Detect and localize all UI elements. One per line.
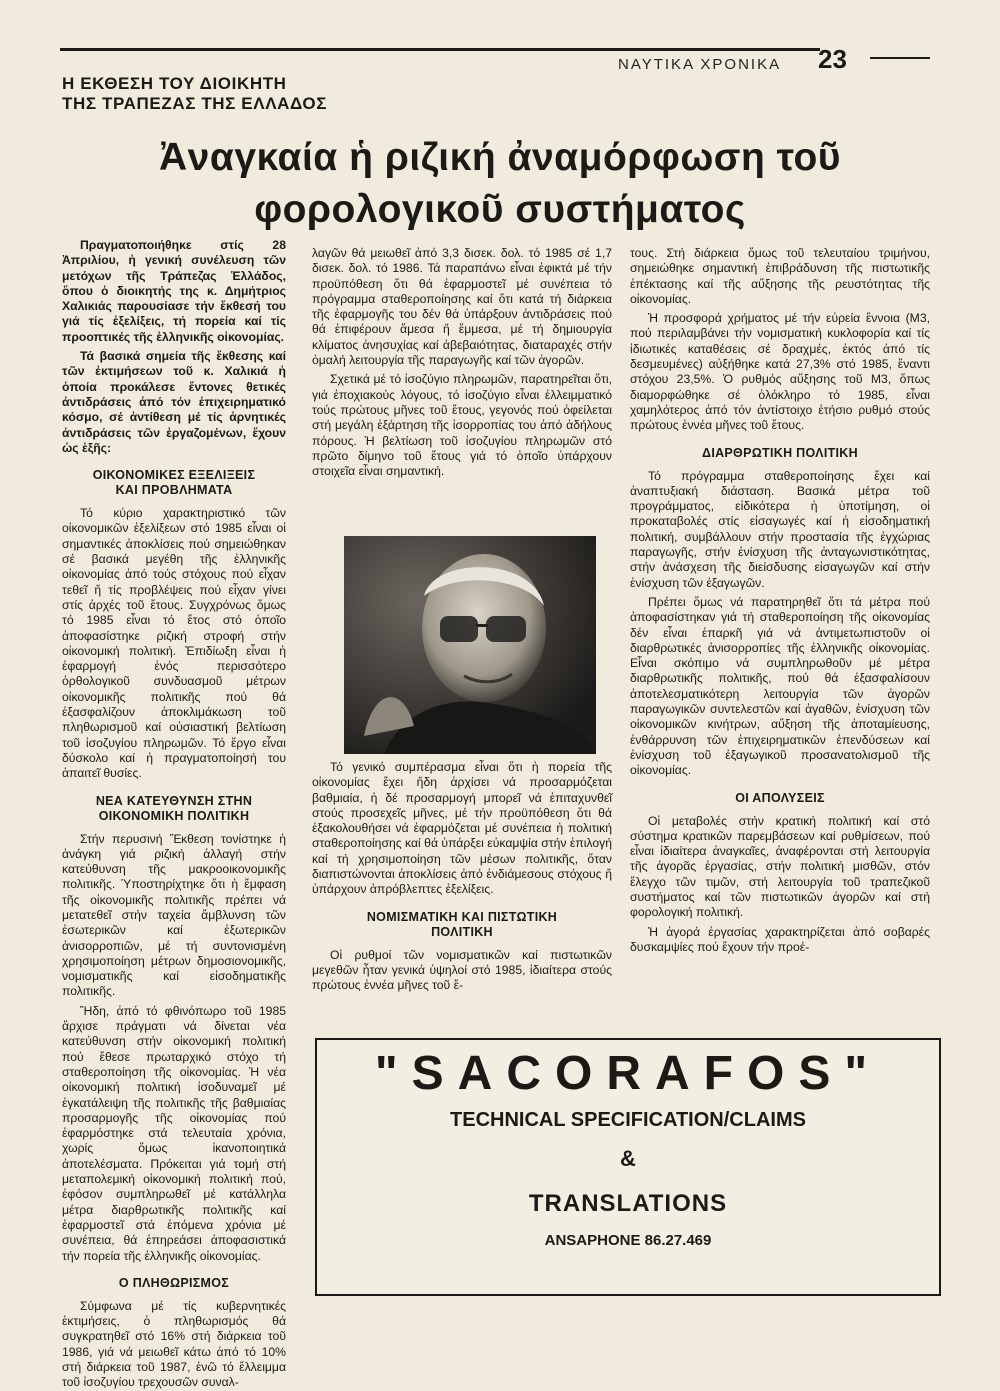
article-column-2-top <box>312 246 612 536</box>
page-number: 23 <box>818 44 847 74</box>
header-rule <box>60 48 820 51</box>
body-paragraph: Πρέπει ὅμως νά παρατηρηθεῖ ὅτι τά μέτρα πού ἀποφασίστηκαν γιά τή σταθεροποίηση τῆς οἰκονομίας δέν εἶναι ἐπαρκῆ γιά νά ἀντιμετωπιστοῦν οἱ διαρθρωτικές ἀνισορροπίες τῆς ἑλληνικῆς οἰκονομίας. Εἶναι σκόπιμο νά συμπληρωθοῦν μέ μέτρα διαρθρωτικῆς πολιτικῆς, πού θά ἐξασφαλίσουν ἀποτελεσματικότερη λειτουργία τῶν ἀγορῶν παραγωγικῶν συντελεστῶν καί ἀγαθῶν, ἐνίσχυση τῶν οἰκονομικῶν κινήτρων, αὔξηση τῆς ἀποταμίευσης, ἐνθάρρυνση τῶν ἐπιχειρηματικῶν ἐπενδύσεων καί ἐνίσχυση τοῦ ἐξαγωγικοῦ προσανατολισμοῦ τῆς οἰκονομίας. <box>630 594 930 778</box>
body-paragraph: Οἱ μεταβολές στήν κρατική πολιτική καί στό σύστημα κρατικῶν παρεμβάσεων καί ρυθμίσεων, πού εἶναι ἰδιαίτερα ἀναγκαῖες, ἀναφέρονται στή λειτουργία τῆς ἀγορᾶς ἐργασίας, στήν πολιτική μισθῶν, στόν ἔλεγχο τῶν τιμῶν, στή λειτουργία τοῦ τραπεζικοῦ συστήματος καί τῶν πιστωτικῶν ἀγορῶν καί στή φορολογική πολιτική. <box>630 813 930 920</box>
body-paragraph: Τό κύριο χαρακτηριστικό τῶν οἰκονομικῶν ἐξελίξεων στό 1985 εἶναι οἱ σημαντικές ἀποκλίσεις πού σημειώθηκαν σέ βασικά μεγέθη τῆς ἑλληνικῆς οἰκονομίας ἀπό τούς στόχους πού εἶχαν τεθεῖ ἤ τίς προβλέψεις πού εἶχαν γίνει στίς ἀρχές τοῦ ἔτους. Συγχρόνως ὅμως τό 1985 εἶναι τό ἔτος στό ὁποῖο ἀποφασίστηκε ριζική στροφή στήν οἰκονομική πολιτική. Ἐπιδίωξη εἶναι ἡ ἐφαρμογή ἑνός περισσότερο ὀρθολογικοῦ συνδυασμοῦ μέτρων οἰκονομικῆς πολιτικῆς πού θά ἐξασφαλίζουν ἀποκλιμάκωση τοῦ πληθωρισμοῦ καί οὐσιαστική βελτίωση τοῦ ἰσοζυγίου πληρωμῶν. Τό ἔργο εἶναι δύσκολο καί ἡ πραγματοποίησή του ἀπαιτεῖ θυσίες. <box>62 506 286 781</box>
body-paragraph: Ἡ ἀγορά ἐργασίας χαρακτηρίζεται ἀπό σοβαρές δυσκαμψίες πού ἔχουν τήν προέ- <box>630 924 930 954</box>
body-paragraph: τους. Στή διάρκεια ὅμως τοῦ τελευταίου τριμήνου, σημειώθηκε σημαντική ἐπιβράδυνση τῆς πιστωτικῆς ἐπέκτασης καί τῆς αὔξησης τῆς ρευστότητας τῆς οἰκονομίας. <box>630 246 930 306</box>
section-heading-inflation: Ο ΠΛΗΘΩΡΙΣΜΟΣ <box>118 1275 230 1290</box>
section-heading-layoffs: ΟΙ ΑΠΟΛΥΣΕΙΣ <box>735 790 825 805</box>
body-paragraph: Ἡ προσφορά χρήματος μέ τήν εὐρεία ἔννοια (Μ3, πού περιλαμβάνει τήν νομισματική κυκλοφορία καί τίς ἰδιωτικές καταθέσεις σέ δραχμές, ἐκτός ἀπό τίς δεσμευμένες) αὐξήθηκε κατά 27,3% στό 1985, ἔναντι στόχου 23,5%. Ὁ ρυθμός αὔξησης τοῦ Μ3, ὅπως διαμορφώθηκε σέ ὁλόκληρο τό 1985, εἶναι χαμηλότερος ἀπό τόν ἀντίστοιχο ἐτήσιο ρυθμό στούς πρώτους ἐννέα μῆνες τοῦ ἔτους. <box>630 311 930 433</box>
portrait-photo <box>344 536 596 754</box>
heading-line: ΝΕΑ ΚΑΤΕΥΘΥΝΣΗ ΣΤΗΝ <box>95 793 253 808</box>
body-paragraph: Στήν περυσινή Ἔκθεση τονίστηκε ἡ ἀνάγκη γιά ριζική ἀλλαγή στήν κατεύθυνση τῆς μακροοικονομικῆς πολιτικῆς. Ὑποστηρίχτηκε ὅτι ἡ ἔμφαση τῆς οἰκονομικῆς πολιτικῆς πρέπει νά μετατεθεῖ στήν ταχεία ἄμβλυνση τῶν ἐσωτερικῶν καί ἐξωτερικῶν ἀνισορροπιῶν, μέ τή συντονισμένη χρησιμοποίηση μέτρων δημοσιονομικῆς, νομισματικῆς καί εἰσοδηματικῆς πολιτικῆς. <box>62 831 286 999</box>
portrait-illustration <box>344 536 596 754</box>
article-column-1 <box>62 238 286 1390</box>
lead-paragraph-2: Τά βασικά σημεία τῆς ἔκθεσης καί τῶν ἐκτιμήσεων τοῦ κ. Χαλικιά ἡ ὁποία προκάλεσε ἔντονες θετικές ἀντιδράσεις ἀπό τόν ἐπιχειρηματικό κόσμο, σέ ἀντίθεση μέ τίς ἀρνητικές ἀντιδράσεις τῶν ἐργαζομένων, ἔχουν ὡς ἑξῆς: <box>62 349 286 455</box>
heading-line: ΟΙΚΟΝΟΜΙΚΗ ΠΟΛΙΤΙΚΗ <box>98 808 250 823</box>
body-paragraph: Ἤδη, ἀπό τό φθινόπωρο τοῦ 1985 ἄρχισε πράγματι νά δίνεται νέα κατεύθυνση στήν οἰκονομική πολιτική πού ἔθεσε πρωταρχικό στόχο τή σταθεροποίηση τῆς οἰκονομίας. Ἡ νέα οἰκονομική πολιτική ἰσοδυναμεῖ μέ ἐγκατάλειψη τῆς πολιτικῆς τῆς βαθμιαίας προσαρμογῆς τῆς οἰκονομίας πού ἐφαρμόστηκε στά τελευταία χρόνια, χωρίς ὅμως ἱκανοποιητικά ἀποτελέσματα. Πρόκειται γιά τομή στή μεταπολεμική οἰκονομική πολιτική πού, ἐφόσον συμπληρωθεῖ μέ κατάλληλα μέτρα διαρθρωτικῆς πολιτικῆς καί ἐφαρμοστεῖ στά ἑπόμενα χρόνια μέ συνέπεια, θά ἐπηρεάσει ἀποφασιστικά τήν πορεία τῆς ἑλληνικῆς οἰκονομίας. <box>62 1003 286 1263</box>
kicker-line-2: ΤΗΣ ΤΡΑΠΕΖΑΣ ΤΗΣ ΕΛΛΑΔΟΣ <box>62 94 327 113</box>
article-kicker <box>62 74 327 114</box>
heading-line: ΠΟΛΙΤΙΚΗ <box>431 924 493 939</box>
article-headline <box>60 132 940 236</box>
section-heading-new-direction <box>62 794 286 824</box>
heading-line: ΟΙΚΟΝΟΜΙΚΕΣ ΕΞΕΛΙΞΕΙΣ <box>92 468 256 483</box>
kicker-line-1: Η ΕΚΘΕΣΗ ΤΟΥ ΔΙΟΙΚΗΤΗ <box>62 74 287 93</box>
ad-service-line-1: TECHNICAL SPECIFICATION/CLAIMS <box>450 1109 806 1131</box>
section-heading-structural-policy: ΔΙΑΡΘΡΩΤΙΚΗ ΠΟΛΙΤΙΚΗ <box>702 445 858 460</box>
section-heading-economic-developments <box>62 468 286 498</box>
headline-line-1: Ἀναγκαία ἡ ριζική ἀναμόρφωση τοῦ <box>159 136 841 179</box>
heading-line: ΝΟΜΙΣΜΑΤΙΚΗ ΚΑΙ ΠΙΣΤΩΤΙΚΗ <box>366 909 558 924</box>
ad-ampersand: & <box>620 1146 636 1171</box>
headline-line-2: φορολογικοῦ συστήματος <box>254 188 746 231</box>
body-paragraph: Οἱ ρυθμοί τῶν νομισματικῶν καί πιστωτικῶν μεγεθῶν ἦταν γενικά ὑψηλοί στό 1985, ἰδιαίτερα στούς πρώτους ἐννέα μῆνες τοῦ ἔ- <box>312 947 612 993</box>
body-paragraph: λαγῶν θά μειωθεῖ ἀπό 3,3 δισεκ. δολ. τό 1985 σέ 1,7 δισεκ. δολ. τό 1986. Τά παραπάνω εἶναι ἐφικτά μέ τήν προϋπόθεση ὅτι θά ἐφαρμοστεῖ μέ συνέπεια τό πρόγραμμα σταθεροποίησης καί ὅτι κατά τή διάρκεια τῆς ἐφαρμογῆς του δέν θά ὑπάρξουν ἀντιδράσεις πού θά ἐπιφέρουν ἄμεσα ἤ ἔμμεσα, μέ τή δημιουργία κλίματος ἀνησυχίας καί ἀβεβαιότητας, διαταραχές στήν ὁμαλή λειτουργία τῆς παραγωγῆς καί τῶν ἀγορῶν. <box>312 246 612 368</box>
lead-paragraph-1: Πραγματοποιήθηκε στίς 28 Ἀπριλίου, ἡ γενική συνέλευση τῶν μετόχων τῆς Τράπεζας Ἑλλάδος, ὅπου ὁ διοικητής της κ. Δημήτριος Χαλικιάς παρουσίασε τήν ἔκθεσή του γιά τίς ἐξελίξεις, τή πορεία καί τίς προοπτικές τῆς ἑλληνικῆς οἰκονομίας. <box>62 238 286 344</box>
ad-brand: "SACORAFOS" <box>374 1047 882 1100</box>
body-paragraph: Σχετικά μέ τό ἰσοζύγιο πληρωμῶν, παρατηρεῖται ὅτι, γιά ἐποχιακούς λόγους, τό ἰσοζύγιο εἶναι ἐλλειμματικό τούς πρώτους μῆνες τοῦ ἔτους, γεγονός πού ὀφείλεται στή μεγάλη ἐξάρτηση τῆς ἰσορροπίας του ἀπό ἀδήλους πόρους. Ἡ βελτίωση τοῦ ἰσοζυγίου πληρωμῶν στό πρῶτο δίμηνο τοῦ ἔτους γιά τό ὁποῖο ὑπάρχουν στοιχεῖα εἶναι σημαντική. <box>312 372 612 479</box>
article-column-2-bottom <box>312 760 612 1035</box>
body-paragraph: Τό γενικό συμπέρασμα εἶναι ὅτι ἡ πορεία τῆς οἰκονομίας ἔχει ἤδη ἀρχίσει νά προσαρμόζεται βαθμιαία, ἡ δέ προσαρμογή μπορεῖ νά ἐπιταχυνθεῖ στούς προσεχεῖς μῆνες, μέ τήν προϋπόθεση ὅτι θά ἐξακολουθήσει νά ἐφαρμόζεται μέ συνέπεια ἡ πολιτική σταθεροποίησης καί θά ὑπάρξει εὐκαμψία στήν ἐπιλογή καί τή χρησιμοποίηση τῶν μέσων πολιτικῆς, ὅταν διαπιστώνονται ἀποκλίσεις ἀπό ἐνδιάμεσους στόχους ἤ ὑπάρχουν ἀπρόβλεπτες ἐξελίξεις. <box>312 760 612 897</box>
article-column-3 <box>630 246 930 1036</box>
ad-phone: ANSAPHONE 86.27.469 <box>544 1232 712 1249</box>
section-heading-monetary-policy <box>312 910 612 940</box>
running-title: ΝΑΥΤΙΚΑ ΧΡΟΝΙΚΑ <box>618 56 782 73</box>
body-paragraph: Τό πρόγραμμα σταθεροποίησης ἔχει καί ἀναπτυξιακή διάσταση. Βασικά μέτρα τοῦ προγράμματος, εἰδικότερα ἡ ὑποτίμηση, οἱ προκαταβολές στίς εἰσαγωγές καί ἡ εἰσοδηματική πολιτική, συμβάλλουν στήν προστασία τῆς ἐγχώριας παραγωγῆς, στήν ἐνίσχυση τῆς ἀνταγωνιστικότητας, στήν ἀνάσχεση τῆς διείσδυσης εἰσαγωγῶν καί στήν ἐνίσχυση τῶν ἐξαγωγῶν. <box>630 468 930 590</box>
sacorafos-advertisement <box>315 1038 941 1296</box>
body-paragraph: Σύμφωνα μέ τίς κυβερνητικές ἐκτιμήσεις, ὁ πληθωρισμός θά συγκρατηθεῖ στό 16% στή διάρκεια τοῦ 1986, γιά νά μειωθεῖ κάτω ἀπό τό 10% στή διάρκεια τοῦ 1987, ἐνῶ τό ἔλλειμμα τοῦ ἰσοζυγίου τρεχουσῶν συναλ- <box>62 1298 286 1390</box>
ad-service-line-2: TRANSLATIONS <box>528 1190 728 1217</box>
header-rule-right <box>870 57 930 59</box>
heading-line: ΚΑΙ ΠΡΟΒΛΗΜΑΤΑ <box>115 483 233 498</box>
